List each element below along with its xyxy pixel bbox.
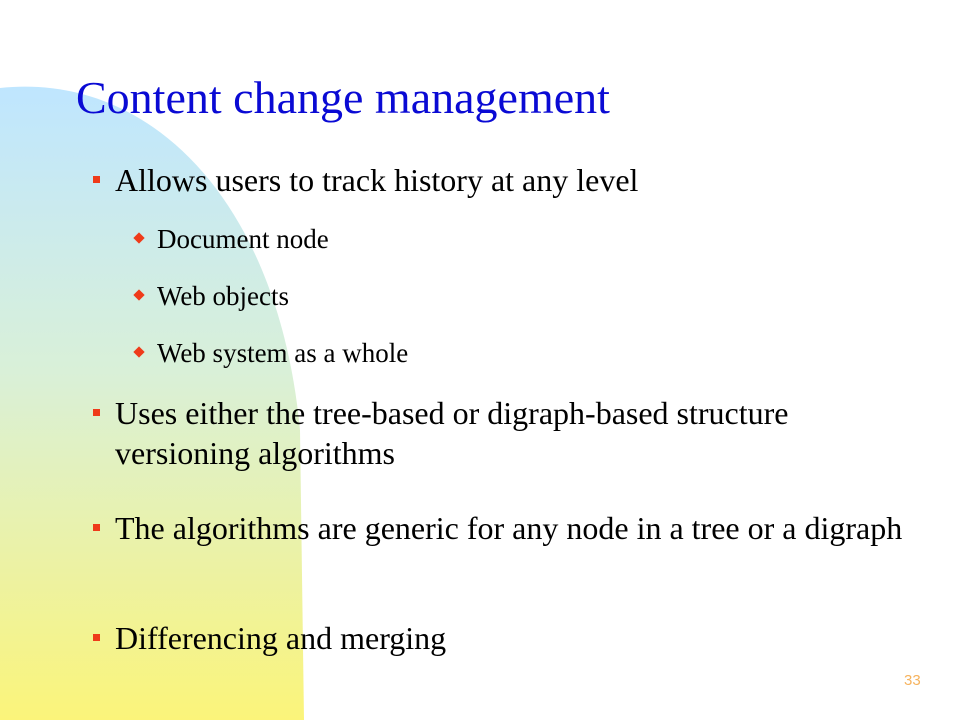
page-number: 33 <box>904 672 921 689</box>
diamond-bullet-icon <box>135 348 143 356</box>
sub-bullet-text: Web objects <box>157 281 290 311</box>
bullet-text: Uses either the tree-based or digraph-based structure versioning algorithms <box>115 395 789 471</box>
square-bullet-icon <box>93 176 100 183</box>
bullet-text: Differencing and merging <box>115 620 447 656</box>
bullet-item-3 <box>115 508 915 548</box>
bullet-item-2 <box>115 393 915 473</box>
diamond-bullet-icon <box>135 234 143 242</box>
sub-bullet-item-3 <box>157 336 857 370</box>
sub-bullet-item-1 <box>157 222 857 256</box>
square-bullet-icon <box>93 524 100 531</box>
bullet-text: Allows users to track history at any level <box>115 162 639 198</box>
diamond-bullet-icon <box>135 291 143 299</box>
sub-bullet-text: Web system as a whole <box>157 338 409 368</box>
square-bullet-icon <box>93 634 100 641</box>
square-bullet-icon <box>93 409 100 416</box>
slide-title: Content change management <box>76 72 610 123</box>
sub-bullet-text: Document node <box>157 224 329 254</box>
bullet-text: The algorithms are generic for any node in a tree or a digraph <box>115 510 903 546</box>
sub-bullet-item-2 <box>157 279 857 313</box>
bullet-item-1 <box>115 160 915 200</box>
bullet-item-4 <box>115 618 915 658</box>
